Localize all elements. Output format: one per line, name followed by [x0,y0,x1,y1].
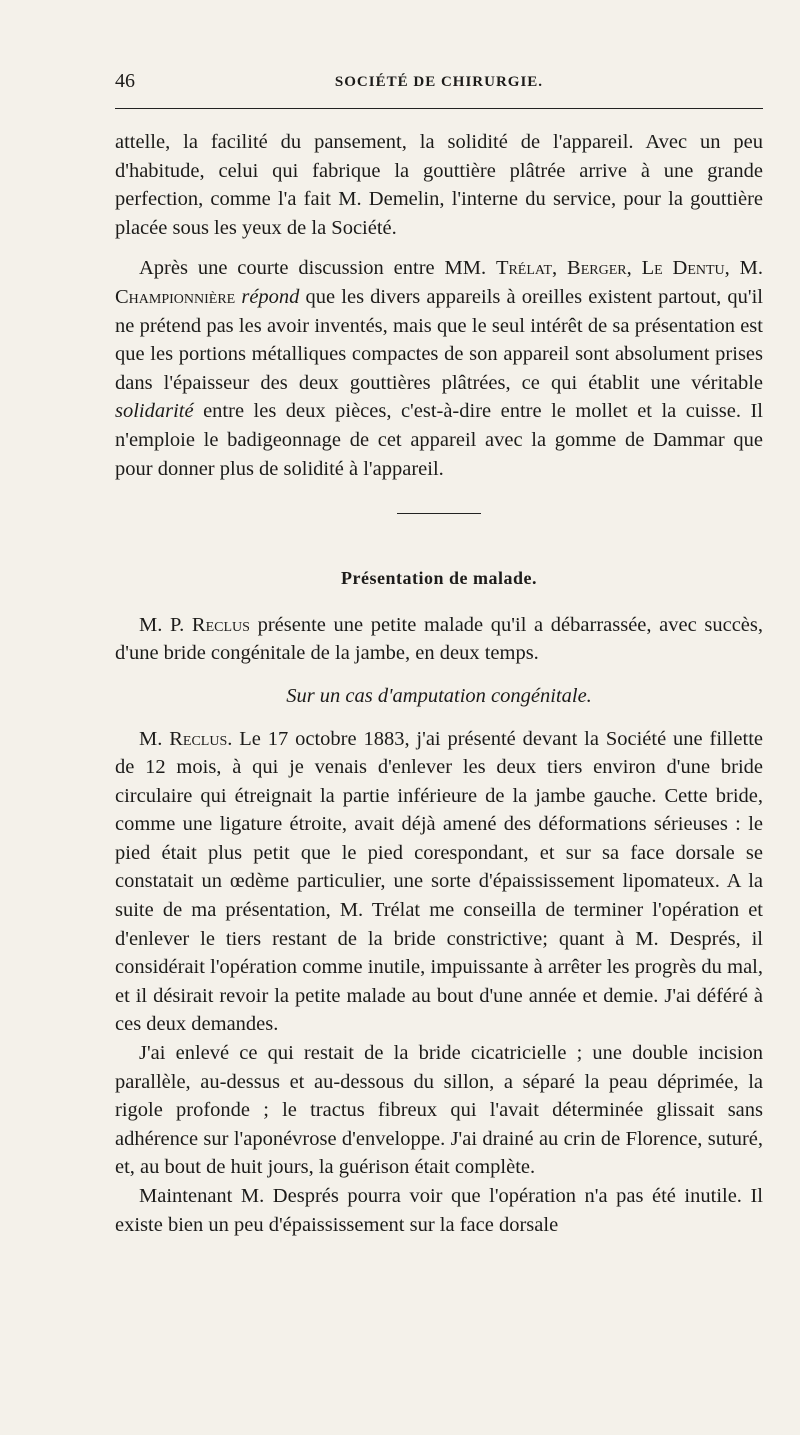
page-header [115,70,763,100]
header-rule [115,108,763,109]
paragraph-presentation: M. P. Reclus présente une petite malade qu'il a débarrassée, avec succès, d'une bride congénitale de la jambe, en deux temps. [115,613,763,665]
author-name: Championnière [115,285,236,308]
author-name: Trélat [495,257,553,280]
italic-word: répond [241,285,300,308]
running-head: SOCIÉTÉ DE CHIRURGIE. [334,74,544,90]
body-text [115,128,763,1239]
paragraph-continuation: attelle, la facilité du pansement, la solidité de l'appareil. Avec un peu d'habitude, celui qui fabrique la gouttière plâtrée arrive à une grande perfection, comme l'a fait M. Demelin, l'interne du service, pour la gouttière placée sous les yeux de la Société. [115,131,763,239]
author-name: Le Dentu [641,257,725,280]
paragraph-operation: J'ai enlevé ce qui restait de la bride cicatricielle ; une double incision parallèle, au-dessus et au-dessous du sillon, a séparé la peau déprimée, la rigole profonde ; le tractus fibreux qui l'avait déterminée glissait sans adhérence sur l'aponévrose d'enveloppe. J'ai drainé au crin de Florence, suturé, et, au bout de huit jours, la guérison était complète. [115,1042,763,1179]
paragraph-case: M. Reclus. Le 17 octobre 1883, j'ai présenté devant la Société une fillette de 12 mois, à qui je venais d'enlever les deux tiers environ d'une bride circulaire qui étreignait la partie inférieure de la jambe gauche. Cette bride, comme une ligature étroite, avait déjà amené des déformations sérieuses : le pied était plus petit que le pied corespondant, et sur sa face dorsale se constatait un œdème particulier, une sorte d'épaississement lipomateux. A la suite de ma présentation, M. Trélat me conseilla de terminer l'opération et d'enlever le tiers restant de la bride constrictive; quant à M. Després, il considérait l'opération comme inutile, impuissante à arrêter les progrès du mal, et il désirait revoir la petite malade au bout d'une année et demie. J'ai déféré à ces deux demandes. [115,727,764,1036]
section-title: Présentation de malade. [341,568,537,589]
italic-word: solidarité [115,400,194,423]
page-number: 46 [115,70,135,92]
section-separator [397,513,481,514]
author-name: Reclus [169,727,228,750]
article-subtitle: Sur un cas d'amputation congénitale. [286,684,592,707]
author-name: Reclus [191,613,250,636]
author-name: Berger [567,257,627,280]
paragraph-conclusion: Maintenant M. Després pourra voir que l'opération n'a pas été inutile. Il existe bien un peu d'épaississement sur la face dorsale [115,1185,763,1236]
paragraph-discussion: Après une courte discussion entre MM. Trélat, Berger, Le Dentu, M. Championnière répond que les divers appareils à oreilles existent partout, qu'il ne prétend pas les avoir inventés, mais que le seul intérêt de sa présentation est que les portions métalliques compactes de son appareil sont absolument prises dans l'épaisseur des deux gouttières plâtrées, ce qui établit une véritable solidarité entre les deux pièces, c'est-à-dire entre le mollet et la cuisse. Il n'emploie le badigeonnage de cet appareil avec la gomme de Dammar que pour donner plus de solidité à l'appareil. [115,257,764,480]
